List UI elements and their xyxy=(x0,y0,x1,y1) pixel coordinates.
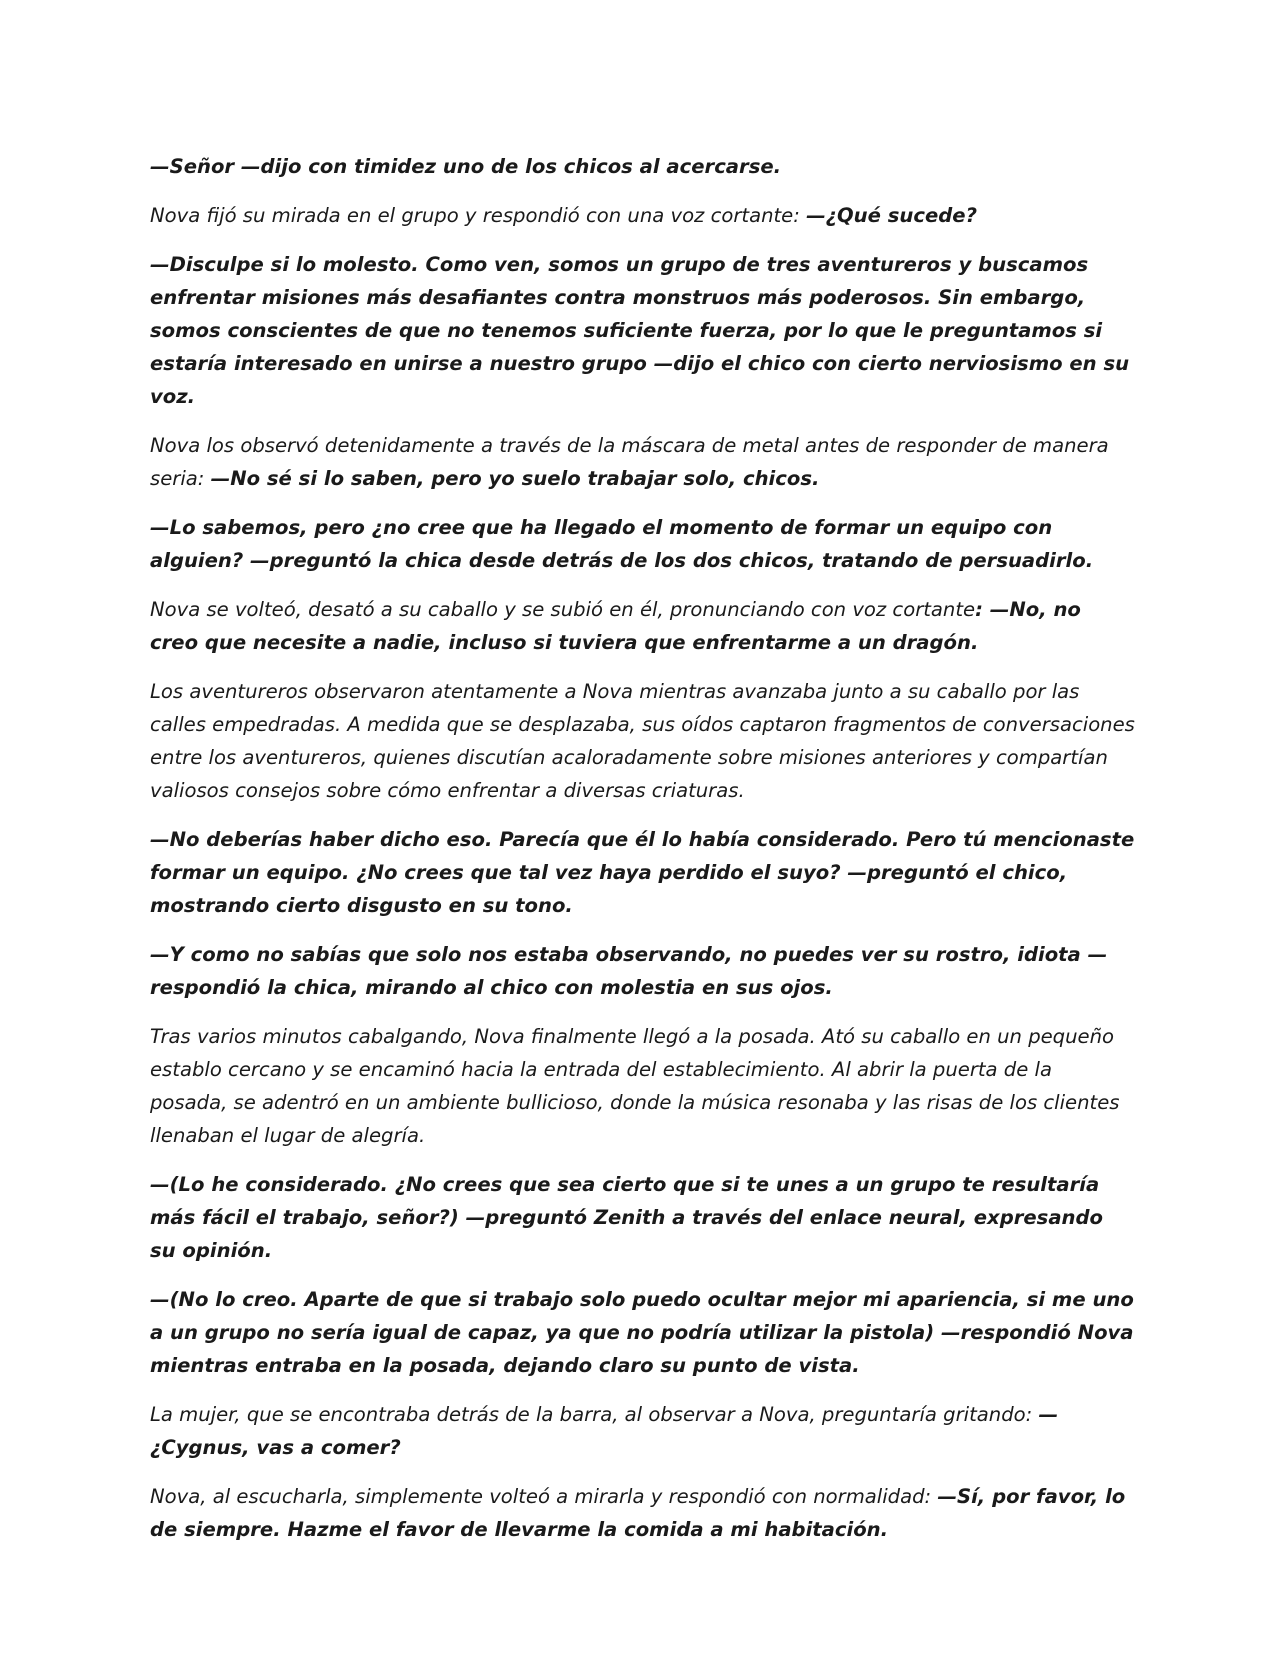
document-page xyxy=(150,150,1135,1562)
text-run: —Disculpe si lo molesto. Como ven, somos un grupo de tres aventureros y buscamos enfrentar misiones más desafiantes contra monstruos más poderosos. Sin embargo, somos conscientes de que no tenemos suficiente fuerza, por lo que le preguntamos si estaría interesado en unirse a nuestro grupo —dijo el chico con cierto nerviosismo en su voz. xyxy=(150,253,1130,408)
paragraph xyxy=(150,429,1135,495)
text-run: —(Lo he considerado. ¿No crees que sea cierto que si te unes a un grupo te resultaría más fácil el trabajo, señor?) —preguntó Zenith a través del enlace neural, expresando su opinión. xyxy=(150,1173,1103,1262)
text-run: Tras varios minutos cabalgando, Nova finalmente llegó a la posada. Ató su caballo en un pequeño establo cercano y se encaminó hacia la entrada del establecimiento. Al abrir la puerta de la posada, se adentró en un ambiente bullicioso, donde la música resonaba y las risas de los clientes llenaban el lugar de alegría. xyxy=(150,1025,1120,1147)
paragraph xyxy=(150,1398,1135,1464)
text-run: —¿Cygnus, vas a comer? xyxy=(150,1403,1059,1459)
text-run: Los aventureros observaron atentamente a Nova mientras avanzaba junto a su caballo por las calles empedradas. A medida que se desplazaba, sus oídos captaron fragmentos de conversaciones entre los aventureros, quienes discutían acaloradamente sobre misiones anteriores y compartían valiosos consejos sobre cómo enfrentar a diversas criaturas. xyxy=(150,680,1135,802)
paragraph xyxy=(150,1480,1135,1546)
text-run: —Señor —dijo con timidez uno de los chicos al acercarse. xyxy=(150,155,782,178)
text-run: Nova se volteó, desató a su caballo y se subió en él, pronunciando con voz cortante xyxy=(150,598,976,621)
paragraph xyxy=(150,1283,1135,1382)
text-run: —Sí, por favor, lo de siempre. Hazme el favor de llevarme la comida a mi habitación. xyxy=(150,1485,1126,1541)
text-run: Nova, al escucharla, simplemente volteó a mirarla y respondió con normalidad: xyxy=(150,1485,938,1508)
text-run: —No deberías haber dicho eso. Parecía que él lo había considerado. Pero tú mencionaste formar un equipo. ¿No crees que tal vez haya perdido el suyo? —preguntó el chico, mostrando cierto disgusto en su tono. xyxy=(150,828,1135,917)
text-run: Nova fijó su mirada en el grupo y respondió con una voz cortante: xyxy=(150,204,807,227)
paragraph xyxy=(150,675,1135,807)
text-run: La mujer, que se encontraba detrás de la barra, al observar a Nova, preguntaría gritando: xyxy=(150,1403,1039,1426)
text-run: Nova los observó detenidamente a través de la máscara de metal antes de responder de manera seria: xyxy=(150,434,1109,490)
text-run: : —No, no creo que necesite a nadie, incluso si tuviera que enfrentarme a un dragón. xyxy=(150,598,1081,654)
text-run: —Y como no sabías que solo nos estaba observando, no puedes ver su rostro, idiota —respondió la chica, mirando al chico con molestia en sus ojos. xyxy=(150,943,1108,999)
paragraph xyxy=(150,823,1135,922)
paragraph xyxy=(150,938,1135,1004)
text-run: —No sé si lo saben, pero yo suelo trabajar solo, chicos. xyxy=(210,467,820,490)
paragraph xyxy=(150,593,1135,659)
paragraph xyxy=(150,1020,1135,1152)
paragraph xyxy=(150,150,1135,183)
text-run: —(No lo creo. Aparte de que si trabajo solo puedo ocultar mejor mi apariencia, si me uno a un grupo no sería igual de capaz, ya que no podría utilizar la pistola) —respondió Nova mientras entraba en la posada, dejando claro su punto de vista. xyxy=(150,1288,1134,1377)
text-run: —Lo sabemos, pero ¿no cree que ha llegado el momento de formar un equipo con alguien? —preguntó la chica desde detrás de los dos chicos, tratando de persuadirlo. xyxy=(150,516,1094,572)
paragraph xyxy=(150,199,1135,232)
paragraph xyxy=(150,1168,1135,1267)
paragraph xyxy=(150,248,1135,413)
text-run: —¿Qué sucede? xyxy=(806,204,977,227)
paragraph xyxy=(150,511,1135,577)
